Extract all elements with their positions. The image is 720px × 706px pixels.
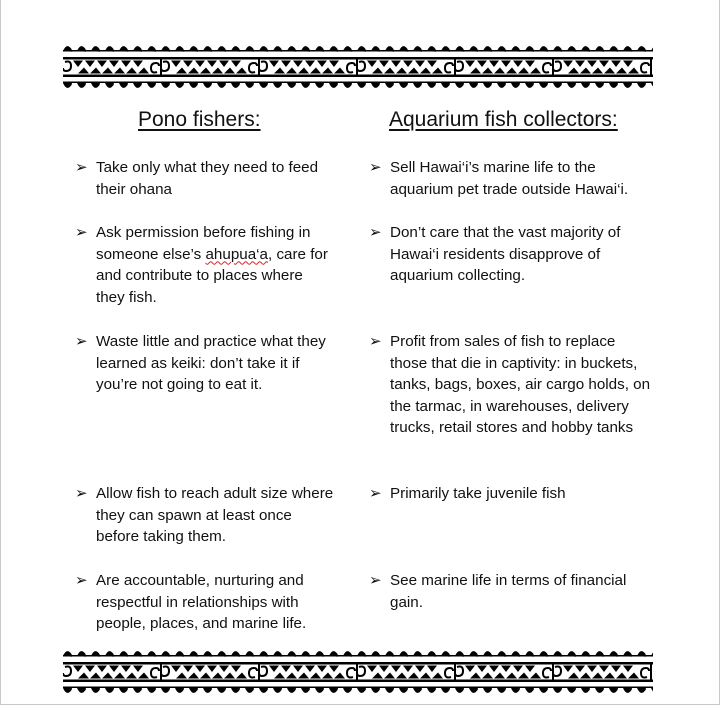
left-bullet-5-text: Are accountable, nurturing and respectful in relationships with people, places, and marine life.: [96, 572, 307, 633]
left-bullet-3-text: Waste little and practice what they learned as keiki: don’t take it if you’re not going to eat it.: [96, 333, 326, 394]
left-bullet-3: [75, 331, 335, 396]
right-bullet-2-text: Don’t care that the vast majority of Hawai‘i residents disapprove of aquarium collecting.: [390, 224, 621, 285]
right-bullet-3-text: Profit from sales of fish to replace those that die in captivity: in buckets, tanks, bags, boxes, air cargo holds, on the tarmac, in warehouses, delivery trucks, retail stores and hobby tanks: [390, 333, 651, 437]
arrow-bullet-icon: ➢: [369, 572, 382, 589]
right-bullet-1: [369, 157, 654, 200]
right-column-heading: Aquarium fish collectors:: [389, 108, 618, 131]
left-column-heading: Pono fishers:: [138, 108, 261, 131]
right-bullet-4: [369, 483, 654, 505]
left-bullet-2-text: Ask permission before fishing in someone else’s ahupua‘a, care for and contribute to places where they fish.: [96, 224, 328, 306]
bottom-tribal-border-icon: [63, 650, 653, 694]
left-bullet-5: [75, 570, 335, 635]
right-bullet-5: [369, 570, 654, 613]
arrow-bullet-icon: ➢: [75, 333, 88, 350]
right-bullet-3: [369, 331, 654, 439]
left-bullet-4: [75, 483, 335, 548]
right-bullet-5-text: See marine life in terms of financial gain.: [390, 572, 627, 611]
right-bullet-1-text: Sell Hawai‘i’s marine life to the aquarium pet trade outside Hawai‘i.: [390, 159, 629, 198]
arrow-bullet-icon: ➢: [75, 159, 88, 176]
arrow-bullet-icon: ➢: [75, 224, 88, 241]
arrow-bullet-icon: ➢: [369, 333, 382, 350]
right-bullet-4-text: Primarily take juvenile fish: [390, 485, 566, 502]
left-bullet-1: [75, 157, 335, 200]
left-bullet-4-text: Allow fish to reach adult size where they can spawn at least once before taking them.: [96, 485, 334, 546]
top-tribal-border-icon: [63, 45, 653, 89]
arrow-bullet-icon: ➢: [369, 485, 382, 502]
arrow-bullet-icon: ➢: [369, 159, 382, 176]
arrow-bullet-icon: ➢: [369, 224, 382, 241]
left-bullet-2: [75, 222, 335, 308]
arrow-bullet-icon: ➢: [75, 485, 88, 502]
right-bullet-2: [369, 222, 654, 287]
left-bullet-1-text: Take only what they need to feed their ohana: [96, 159, 319, 198]
arrow-bullet-icon: ➢: [75, 572, 88, 589]
